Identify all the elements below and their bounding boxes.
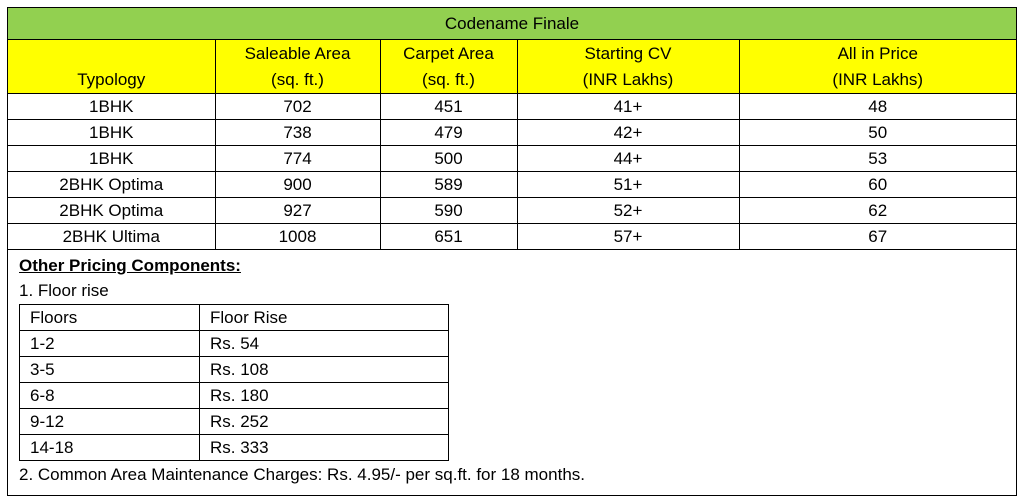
- floor-cell-rise: Rs. 54: [200, 331, 449, 357]
- floor-col-header-floors: Floors: [20, 305, 200, 331]
- cell-carpet-area: 589: [380, 172, 517, 198]
- cell-carpet-area: 479: [380, 120, 517, 146]
- floor-row: [20, 357, 449, 383]
- pricing-table: [8, 8, 1016, 250]
- floor-header-row: [20, 305, 449, 331]
- cell-carpet-area: 651: [380, 224, 517, 250]
- table-row: [8, 224, 1016, 250]
- cell-typology: 1BHK: [8, 146, 215, 172]
- floor-cell-rise: Rs. 252: [200, 409, 449, 435]
- cell-all-in-price: 60: [739, 172, 1016, 198]
- other-pricing-heading: Other Pricing Components:: [19, 256, 241, 275]
- floor-cell-rise: Rs. 333: [200, 435, 449, 461]
- floor-col-header-floor-rise: Floor Rise: [200, 305, 449, 331]
- cell-saleable-area: 1008: [215, 224, 380, 250]
- cell-starting-cv: 44+: [517, 146, 739, 172]
- table-row: [8, 172, 1016, 198]
- col-header-carpet-area: Carpet Area (sq. ft.): [380, 40, 517, 94]
- floor-cell-floors: 9-12: [20, 409, 200, 435]
- cell-carpet-area: 500: [380, 146, 517, 172]
- other-pricing-section: [8, 250, 1016, 495]
- cell-saleable-area: 927: [215, 198, 380, 224]
- cell-typology: 2BHK Optima: [8, 198, 215, 224]
- cell-typology: 2BHK Ultima: [8, 224, 215, 250]
- col-header-all-in-price: All in Price (INR Lakhs): [739, 40, 1016, 94]
- table-title: Codename Finale: [8, 8, 1016, 40]
- cell-starting-cv: 42+: [517, 120, 739, 146]
- col-header-starting-cv: Starting CV (INR Lakhs): [517, 40, 739, 94]
- cell-saleable-area: 774: [215, 146, 380, 172]
- header-row: [8, 40, 1016, 94]
- floor-cell-floors: 6-8: [20, 383, 200, 409]
- maintenance-charges-note: 2. Common Area Maintenance Charges: Rs. 4.95/- per sq.ft. for 18 months.: [19, 465, 585, 484]
- pricing-sheet: [7, 7, 1017, 496]
- cell-starting-cv: 52+: [517, 198, 739, 224]
- floor-cell-rise: Rs. 180: [200, 383, 449, 409]
- table-row: [8, 120, 1016, 146]
- cell-saleable-area: 738: [215, 120, 380, 146]
- floor-cell-floors: 3-5: [20, 357, 200, 383]
- cell-saleable-area: 900: [215, 172, 380, 198]
- cell-carpet-area: 590: [380, 198, 517, 224]
- cell-starting-cv: 57+: [517, 224, 739, 250]
- col-header-saleable-area: Saleable Area (sq. ft.): [215, 40, 380, 94]
- cell-carpet-area: 451: [380, 94, 517, 120]
- table-row: [8, 94, 1016, 120]
- cell-starting-cv: 51+: [517, 172, 739, 198]
- table-row: [8, 146, 1016, 172]
- floor-rise-table: [19, 304, 449, 461]
- table-row: [8, 198, 1016, 224]
- cell-typology: 1BHK: [8, 94, 215, 120]
- cell-all-in-price: 53: [739, 146, 1016, 172]
- floor-cell-floors: 14-18: [20, 435, 200, 461]
- col-header-typology: Typology: [8, 40, 215, 94]
- cell-typology: 2BHK Optima: [8, 172, 215, 198]
- cell-all-in-price: 62: [739, 198, 1016, 224]
- floor-row: [20, 409, 449, 435]
- cell-all-in-price: 48: [739, 94, 1016, 120]
- cell-saleable-area: 702: [215, 94, 380, 120]
- floor-row: [20, 331, 449, 357]
- floor-row: [20, 435, 449, 461]
- cell-all-in-price: 50: [739, 120, 1016, 146]
- cell-typology: 1BHK: [8, 120, 215, 146]
- cell-all-in-price: 67: [739, 224, 1016, 250]
- cell-starting-cv: 41+: [517, 94, 739, 120]
- floor-rise-label: 1. Floor rise: [19, 281, 109, 300]
- floor-cell-floors: 1-2: [20, 331, 200, 357]
- floor-row: [20, 383, 449, 409]
- floor-cell-rise: Rs. 108: [200, 357, 449, 383]
